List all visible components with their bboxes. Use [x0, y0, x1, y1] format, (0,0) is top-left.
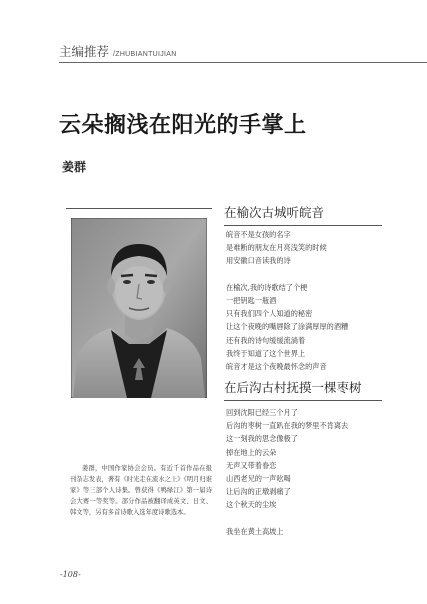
- section-1-poem: [226, 228, 348, 373]
- header-divider: [59, 62, 427, 63]
- page-number: -108-: [60, 570, 81, 579]
- section-2-poem: [226, 406, 348, 538]
- section-2-divider: [224, 400, 382, 401]
- poem-line: 皖音才是这个夜晚最怀念的声音: [226, 362, 327, 372]
- poem-line: 在榆次,我的诗歌结了个梗: [226, 282, 308, 292]
- section-1-heading: 在榆次古城听皖音: [224, 205, 325, 220]
- section-1-divider: [224, 225, 382, 226]
- left-divider: [66, 208, 212, 209]
- author-bio: 姜群，中国作家协会会员。有近千首作品在报刊杂志发表，著有《时光走在流水之上》《明月归谁家》等三部个人诗集。曾获得《鸭绿江》第一届诗会大赛一等奖等。部分作品被翻译成英文、日文、韩文等，另有多首诗歌入选年度诗歌选本。: [70, 465, 212, 516]
- section-2-heading: 在后沟古村抚摸一棵枣树: [224, 380, 362, 395]
- column-header: [59, 42, 177, 60]
- poem-line: 山西老兄的一声吆喝: [226, 474, 291, 484]
- poem-line: 掉在地上的云朵: [226, 447, 277, 457]
- poem-line: 无声又带着眷恋: [226, 460, 277, 470]
- poem-line: 这个秋天的尘埃: [226, 500, 277, 510]
- poem-line: 后沟的枣树一直趴在我的梦里不肯离去: [226, 421, 349, 431]
- poem-line: 皖音不是女孩的名字: [226, 230, 291, 239]
- column-name-pinyin: /ZHUBIANTUIJIAN: [113, 51, 177, 58]
- poem-line: 我坐在黄土高坡上: [226, 526, 284, 536]
- author-name: 姜群: [62, 160, 87, 174]
- poem-line: 还有我的诗句缓缓流淌着: [226, 335, 306, 345]
- author-photo: [71, 218, 207, 398]
- stanza-break: [226, 512, 348, 525]
- poem-line: 这一刻我的思念像极了: [226, 434, 298, 444]
- poem-line: 让这个夜晚的嘴唇除了涂满厚厚的酒糟: [226, 322, 349, 332]
- poem-line: 回到沈阳已经三个月了: [226, 408, 298, 417]
- poem-line: 用安徽口音读我的诗: [226, 256, 291, 266]
- column-name: 主编推荐: [59, 44, 110, 59]
- poem-line: 我终于知道了这个世界上: [226, 348, 306, 358]
- poem-line: 只有我们四个人知道的秘密: [226, 309, 313, 319]
- article-title: 云朵搁浅在阳光的手掌上: [59, 113, 307, 138]
- poem-line: 是难断的朋友在月亮浅笑的时候: [226, 243, 327, 253]
- poem-line: 一把钥匙一瓶酒: [226, 296, 277, 305]
- stanza-break: [226, 268, 348, 281]
- poem-line: 让后沟的正墩剥痛了: [226, 487, 291, 497]
